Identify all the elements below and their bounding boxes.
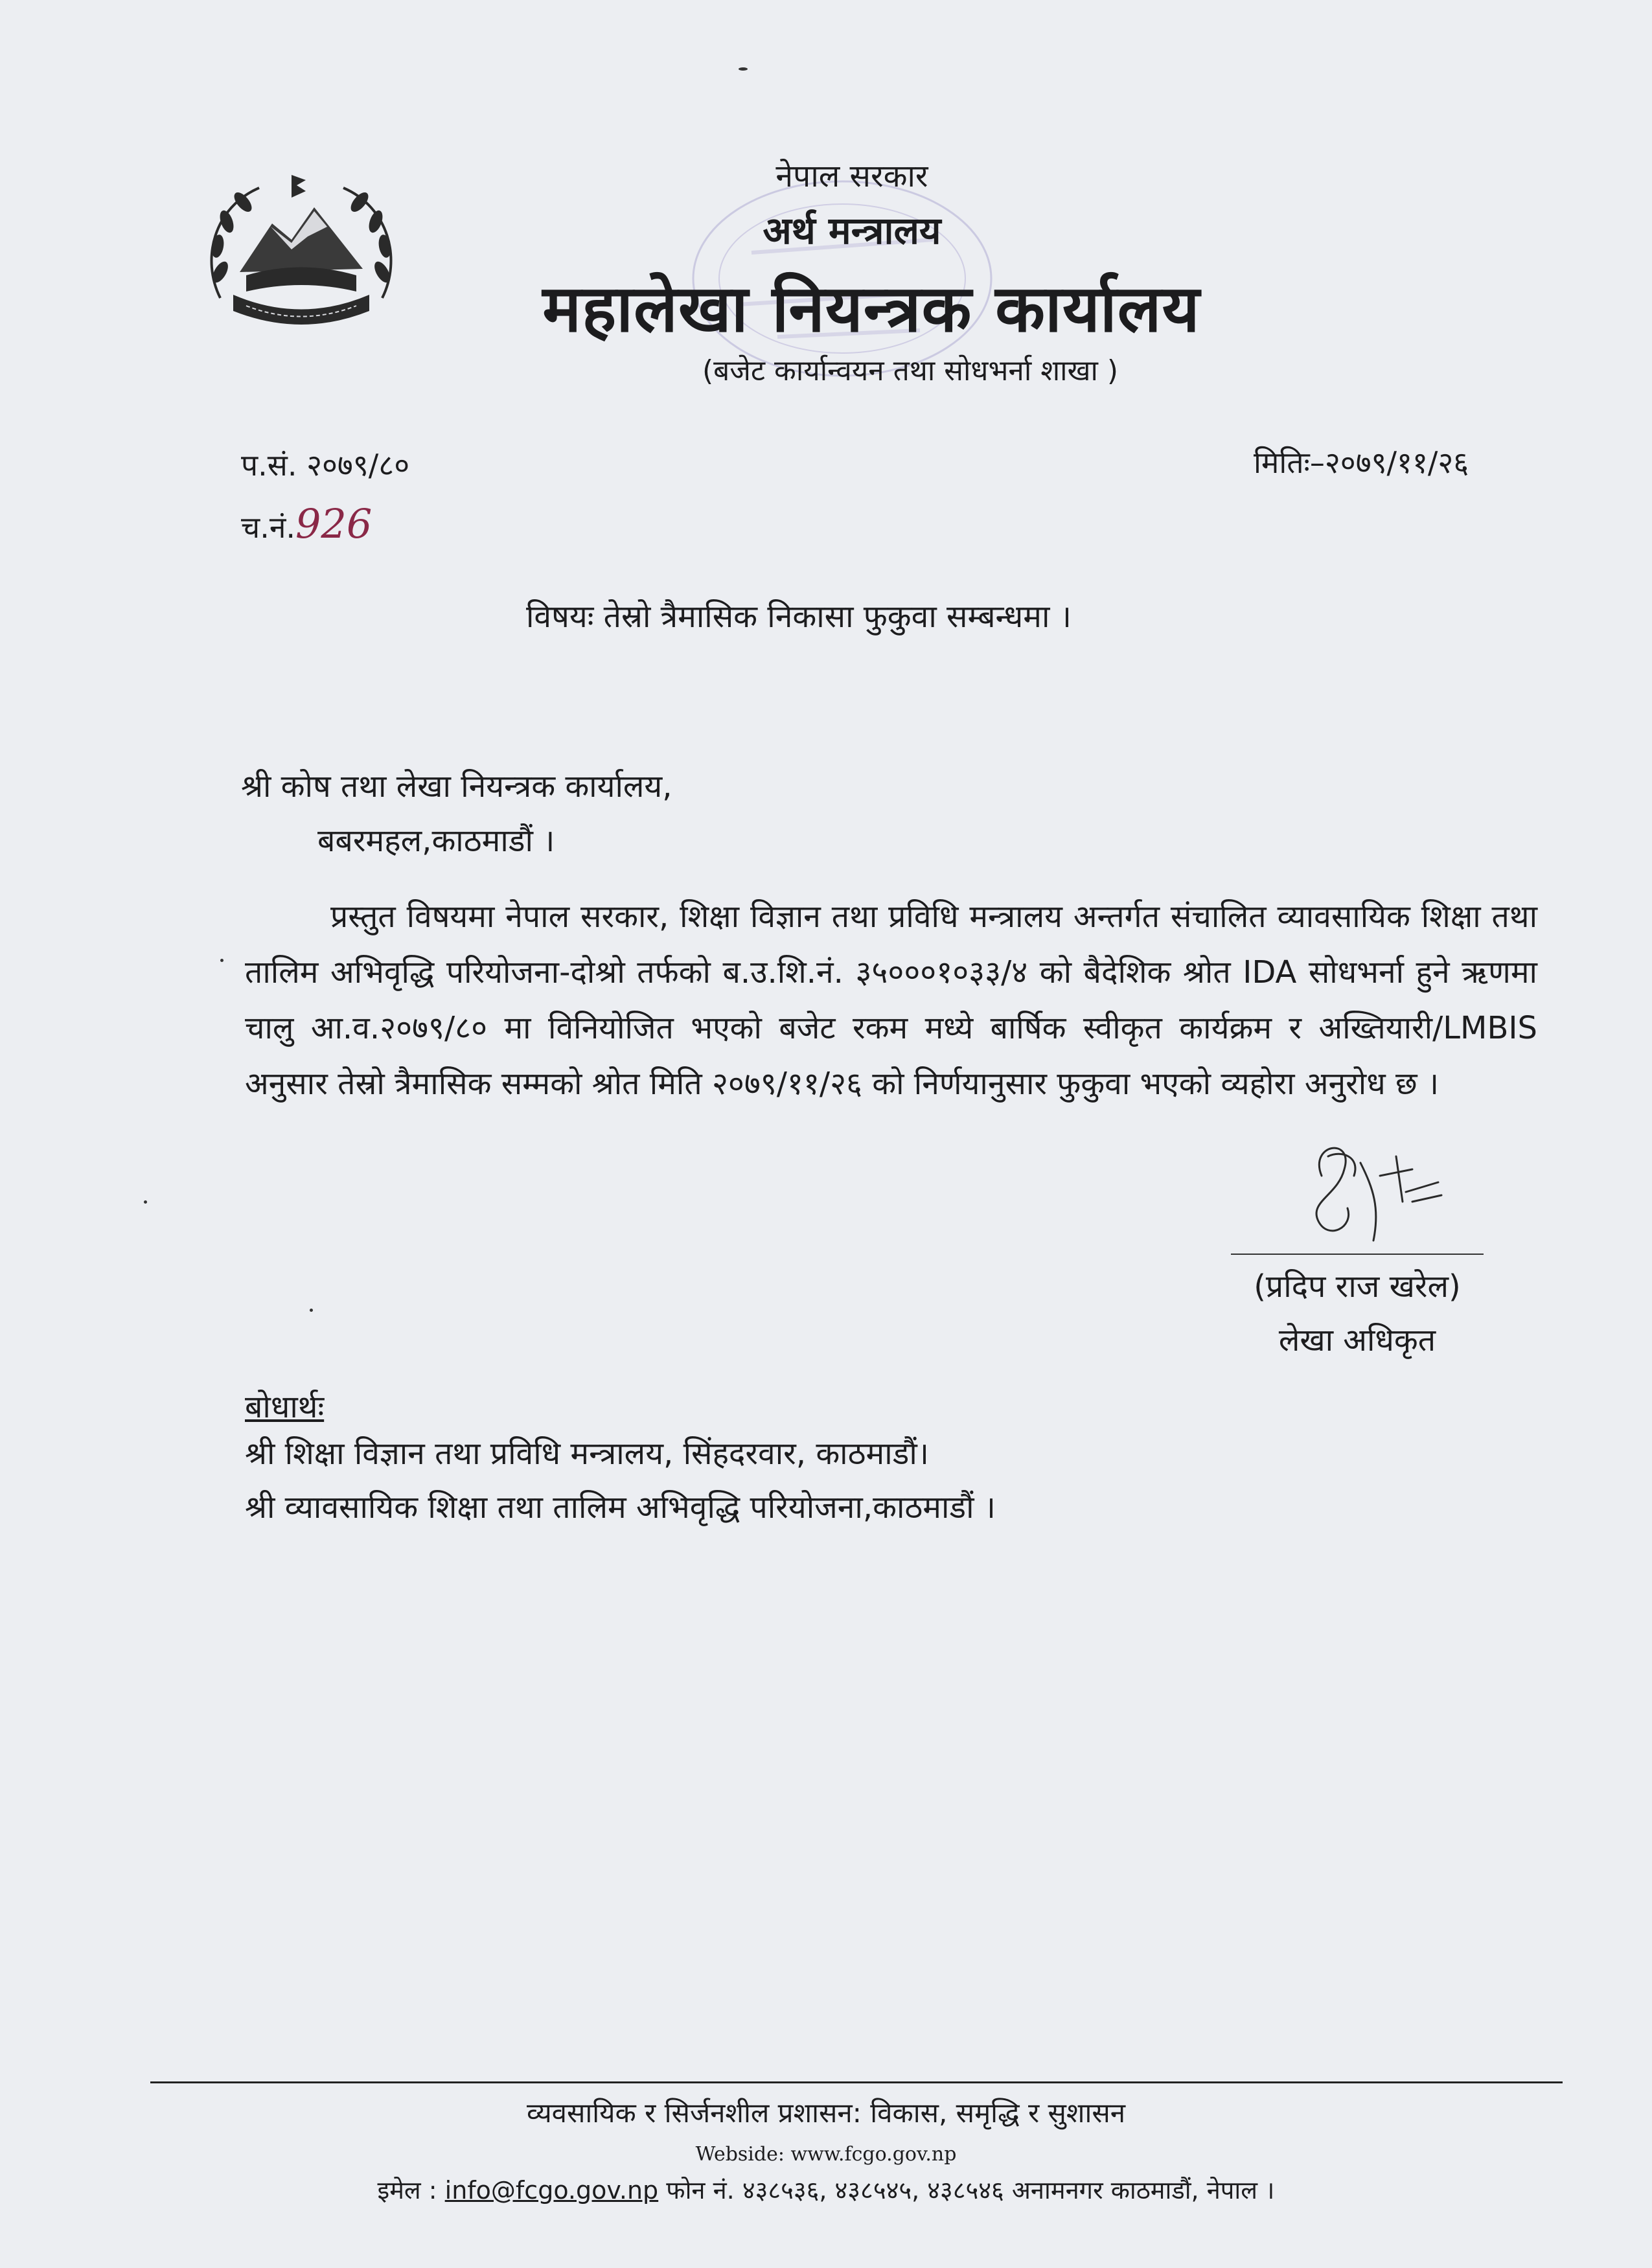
handwritten-signature <box>1283 1130 1477 1260</box>
ministry-title: अर्थ मन्त्रालय <box>763 209 941 253</box>
footer-divider <box>150 2081 1563 2083</box>
letter-subject: विषयः तेस्रो त्रैमासिक निकासा फुकुवा सम्बन्धमा । <box>526 599 1072 635</box>
letter-date: मितिः–२०७९/११/२६ <box>1254 445 1469 480</box>
dispatch-handwritten-number: 926 <box>295 500 373 547</box>
footer-website: Webside: www.fcgo.gov.np <box>695 2143 957 2166</box>
footer-slogan: व्यवसायिक र सिर्जनशील प्रशासन: विकास, समृद्धि र सुशासन <box>526 2097 1126 2129</box>
government-title: नेपाल सरकार <box>775 158 928 194</box>
signer-title: लेखा अधिकृत <box>1278 1322 1436 1358</box>
dispatch-label: च.नं. <box>241 510 295 545</box>
reference-number: प.सं. २०७९/८० <box>241 448 410 483</box>
email-label: इमेल : <box>377 2176 437 2205</box>
letter-body: प्रस्तुत विषयमा नेपाल सरकार, शिक्षा विज्ञान तथा प्रविधि मन्त्रालय अन्तर्गत संचालित व्यावसायिक शिक्षा तथा तालिम अभिवृद्धि परियोजना-दोश्रो तर्फको ब.उ.शि.नं. ३५०००१०३३/४ को बैदेशिक श्रोत IDA सोधभर्ना हुने ऋणमा चालु आ.व.२०७९/८० मा विनियोजित भएको बजेट रकम मध्ये बार्षिक स्वीकृत कार्यक्रम र अख्तियारी/LMBIS अनुसार तेस्रो त्रैमासिक सम्मको श्रोत मिति २०७९/११/२६ को निर्णयानुसार फुकुवा भएको व्यहोरा अनुरोध छ । <box>245 899 1537 1102</box>
addressee-line-1: श्री कोष तथा लेखा नियन्त्रक कार्यालय, <box>241 768 672 805</box>
scan-speck <box>310 1309 313 1312</box>
signer-name: (प्रदिप राज खरेल) <box>1254 1268 1461 1305</box>
cc-label: बोधार्थः <box>245 1389 325 1425</box>
cc-item: श्री व्यावसायिक शिक्षा तथा तालिम अभिवृद्धि परियोजना,काठमाडौं । <box>245 1489 996 1526</box>
scan-speck <box>144 1200 147 1204</box>
scan-speck <box>739 67 748 71</box>
scan-speck <box>220 959 224 962</box>
dispatch-number <box>241 500 372 547</box>
cc-item: श्री शिक्षा विज्ञान तथा प्रविधि मन्त्रालय, सिंहदरवार, काठमाडौं। <box>245 1436 929 1472</box>
footer-contact <box>0 2173 1652 2206</box>
phone-address: फोन नं. ४३८५३६, ४३८५४५, ४३८५४६ अनामनगर काठमाडौं, नेपाल । <box>666 2176 1275 2205</box>
branch-subtitle: (बजेट कार्यान्वयन तथा सोधभर्ना शाखा ) <box>702 354 1119 387</box>
office-title: महालेखा नियन्त्रक कार्यालय <box>542 271 1200 347</box>
signature-line <box>1231 1254 1484 1255</box>
email-link[interactable]: info@fcgo.gov.np <box>444 2176 659 2205</box>
addressee-line-2: बबरमहल,काठमाडौं । <box>317 823 555 859</box>
